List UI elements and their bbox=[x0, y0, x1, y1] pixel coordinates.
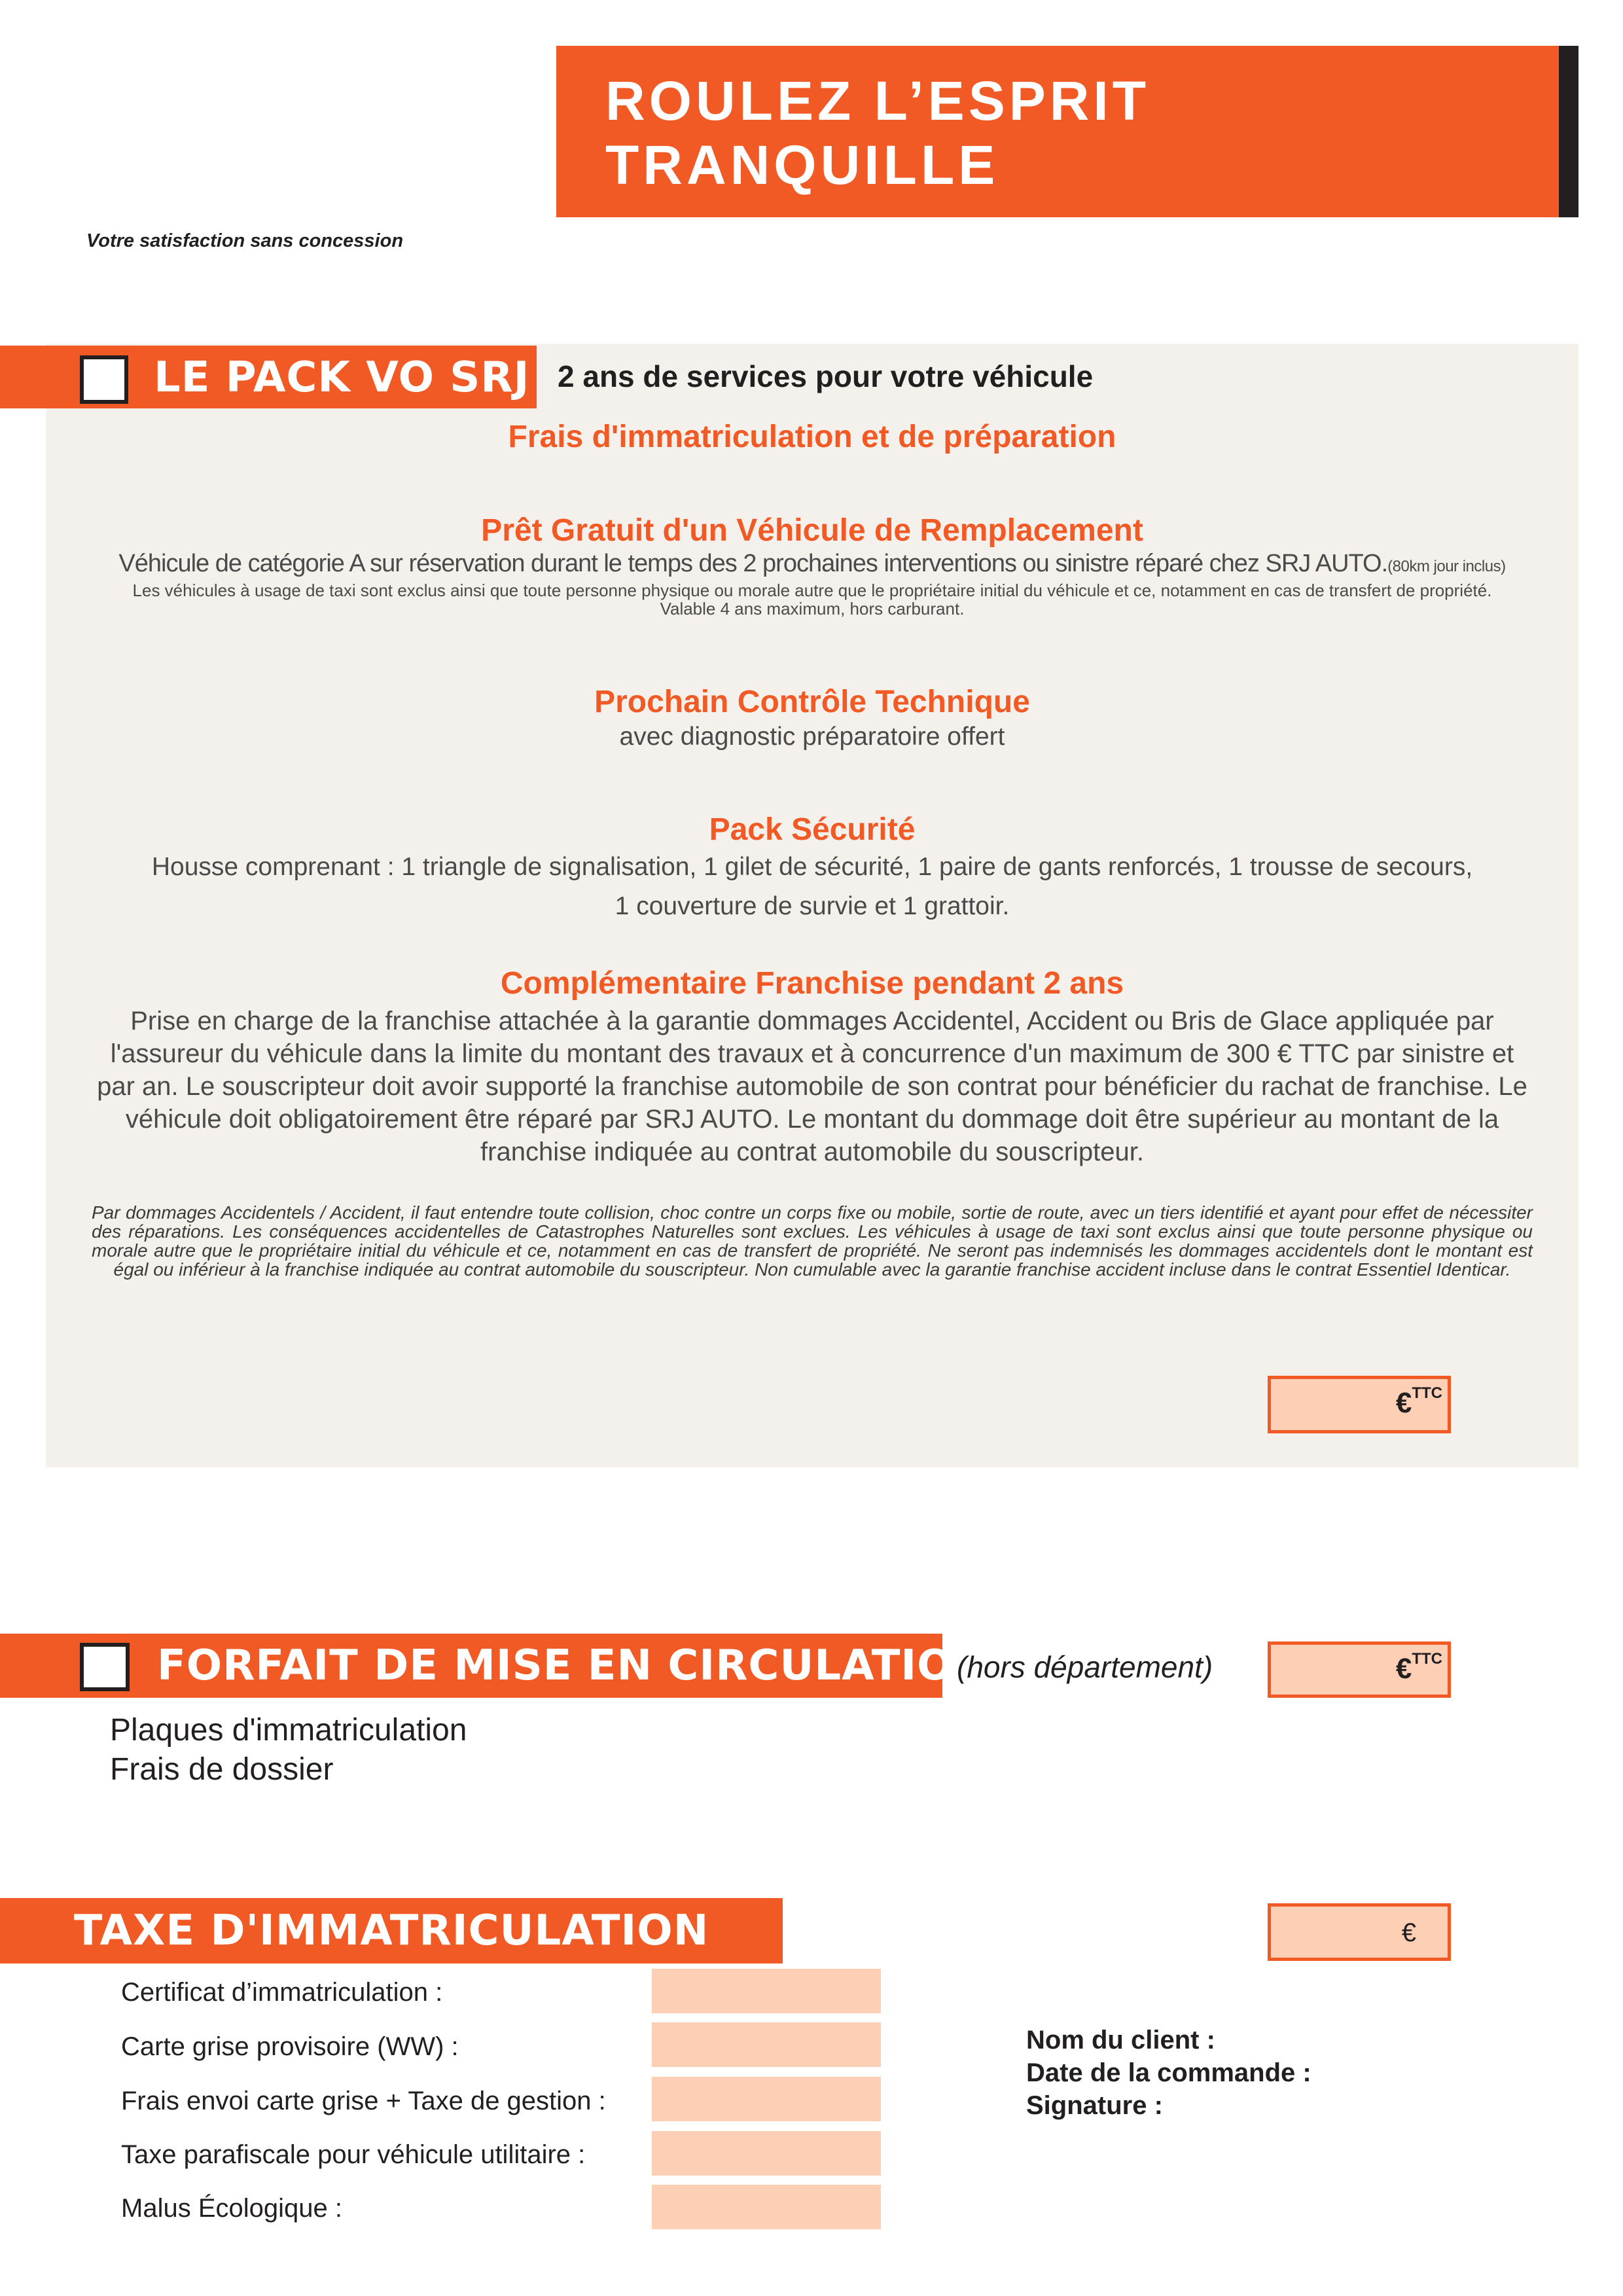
page-title-line1: ROULEZ L’ESPRIT bbox=[605, 70, 1150, 132]
franchise-heading: Complémentaire Franchise pendant 2 ans bbox=[500, 966, 1124, 1001]
taxe-parafiscale-field[interactable] bbox=[652, 2131, 881, 2176]
forfait-item: Plaques d'immatriculation bbox=[110, 1713, 467, 1748]
tax-row-label: Certificat d’immatriculation : bbox=[121, 1978, 443, 2007]
header-banner-edge bbox=[1559, 46, 1578, 217]
ct-text: avec diagnostic préparatoire offert bbox=[619, 723, 1005, 751]
pret-heading: Prêt Gratuit d'un Véhicule de Remplacement bbox=[481, 513, 1143, 548]
forfait-items bbox=[110, 1711, 467, 1789]
secu-text bbox=[92, 848, 1533, 926]
franchise-text: Prise en charge de la franchise attachée à la garantie dommages Accidentel, Accident ou Bris de Glace appliquée par l'assureur du véhicule dans la limite du montant des travaux et à concurrence d'un maximum de 300 € TTC par sinistre et par an. Le souscripteur doit avoir supporté la franchise automobile de son contrat pour bénéficier du rachat de franchise. Le véhicule doit obligatoirement être réparé par SRJ AUTO. Le montant du dommage doit être supérieur au montant de la franchise indiquée au contrat automobile du souscripteur. bbox=[97, 1007, 1527, 1166]
client-block bbox=[1026, 2024, 1311, 2122]
pack-title: LE PACK VO SRJ bbox=[154, 353, 530, 402]
malus-ecologique-field[interactable] bbox=[652, 2185, 881, 2229]
signature-label: Signature : bbox=[1026, 2091, 1163, 2120]
ct-heading: Prochain Contrôle Technique bbox=[594, 685, 1030, 719]
pack-price-suffix: TTC bbox=[1412, 1384, 1442, 1402]
pack-subtitle: 2 ans de services pour votre véhicule bbox=[558, 359, 1094, 393]
forfait-price-label bbox=[1395, 1650, 1442, 1685]
pret-small-print bbox=[92, 581, 1533, 618]
tax-row-label: Frais envoi carte grise + Taxe de gestion : bbox=[121, 2087, 606, 2115]
secu-text-line2: 1 couverture de survie et 1 grattoir. bbox=[615, 892, 1010, 920]
certificat-field[interactable] bbox=[652, 1969, 881, 2013]
forfait-title: FORFAIT DE MISE EN CIRCULATION bbox=[157, 1641, 990, 1690]
carte-grise-provisoire-field[interactable] bbox=[652, 2022, 881, 2067]
forfait-price-suffix: TTC bbox=[1412, 1650, 1442, 1668]
tagline: Votre satisfaction sans concession bbox=[86, 230, 404, 251]
pack-price-label bbox=[1395, 1384, 1442, 1420]
forfait-note: (hors département) bbox=[957, 1650, 1213, 1684]
taxe-price-currency: € bbox=[1401, 1918, 1416, 1947]
pret-small-line2: Valable 4 ans maximum, hors carburant. bbox=[660, 599, 965, 619]
pret-note: (80km jour inclus) bbox=[1387, 558, 1506, 575]
forfait-price-field[interactable] bbox=[1268, 1641, 1451, 1698]
pack-price-field[interactable] bbox=[1268, 1376, 1451, 1433]
pret-text bbox=[46, 550, 1578, 578]
pret-small-line1: Les véhicules à usage de taxi sont exclus ainsi que toute personne physique ou morale autre que le propriétaire initial du véhicule et ce, notamment en cas de transfert de propriété. bbox=[132, 581, 1492, 600]
pack-checkbox[interactable] bbox=[80, 355, 128, 404]
frais-heading: Frais d'immatriculation et de préparation bbox=[508, 420, 1116, 454]
order-date-label: Date de la commande : bbox=[1026, 2058, 1311, 2087]
page-title-line2: TRANQUILLE bbox=[605, 134, 999, 196]
tax-row-label: Taxe parafiscale pour véhicule utilitaire : bbox=[121, 2140, 586, 2169]
client-name-label: Nom du client : bbox=[1026, 2026, 1215, 2054]
forfait-price-currency: € bbox=[1395, 1653, 1412, 1685]
pack-price-currency: € bbox=[1395, 1387, 1412, 1419]
taxe-title: TAXE D'IMMATRICULATION bbox=[73, 1907, 709, 1955]
frais-envoi-field[interactable] bbox=[652, 2077, 881, 2121]
page-title bbox=[605, 69, 1522, 197]
secu-heading: Pack Sécurité bbox=[709, 812, 916, 847]
franchise-small-print: Par dommages Accidentels / Accident, il faut entendre toute collision, choc contre un corps fixe ou mobile, sortie de route, avec un tiers identifié et ayant pour effet de nécessiter des réparations. Les conséquences accidentelles de Catastrophes Naturelles sont exclues. Les véhicules à usage de taxi sont exclus ainsi que toute personne physique ou morale autre que le propriétaire initial du véhicule et ce, notamment en cas de transfert de propriété. Ne seront pas indemnisés les dommages accidentels dont le montant est égal ou inférieur à la franchise indiquée au contrat automobile du souscripteur. Non cumulable avec la garantie franchise accident incluse dans le contrat Essentiel Identicar. bbox=[92, 1202, 1533, 1280]
secu-text-line1: Housse comprenant : 1 triangle de signalisation, 1 gilet de sécurité, 1 paire de gants renforcés, 1 trousse de secours, bbox=[151, 853, 1473, 881]
pret-text-main: Véhicule de catégorie A sur réservation durant le temps des 2 prochaines interventions ou sinistre réparé chez SRJ AUTO. bbox=[118, 550, 1388, 577]
taxe-price-field[interactable] bbox=[1268, 1903, 1451, 1961]
forfait-item: Frais de dossier bbox=[110, 1752, 334, 1787]
tax-row-label: Malus Écologique : bbox=[121, 2194, 342, 2223]
tax-row-label: Carte grise provisoire (WW) : bbox=[121, 2032, 459, 2061]
forfait-checkbox[interactable] bbox=[80, 1643, 130, 1691]
